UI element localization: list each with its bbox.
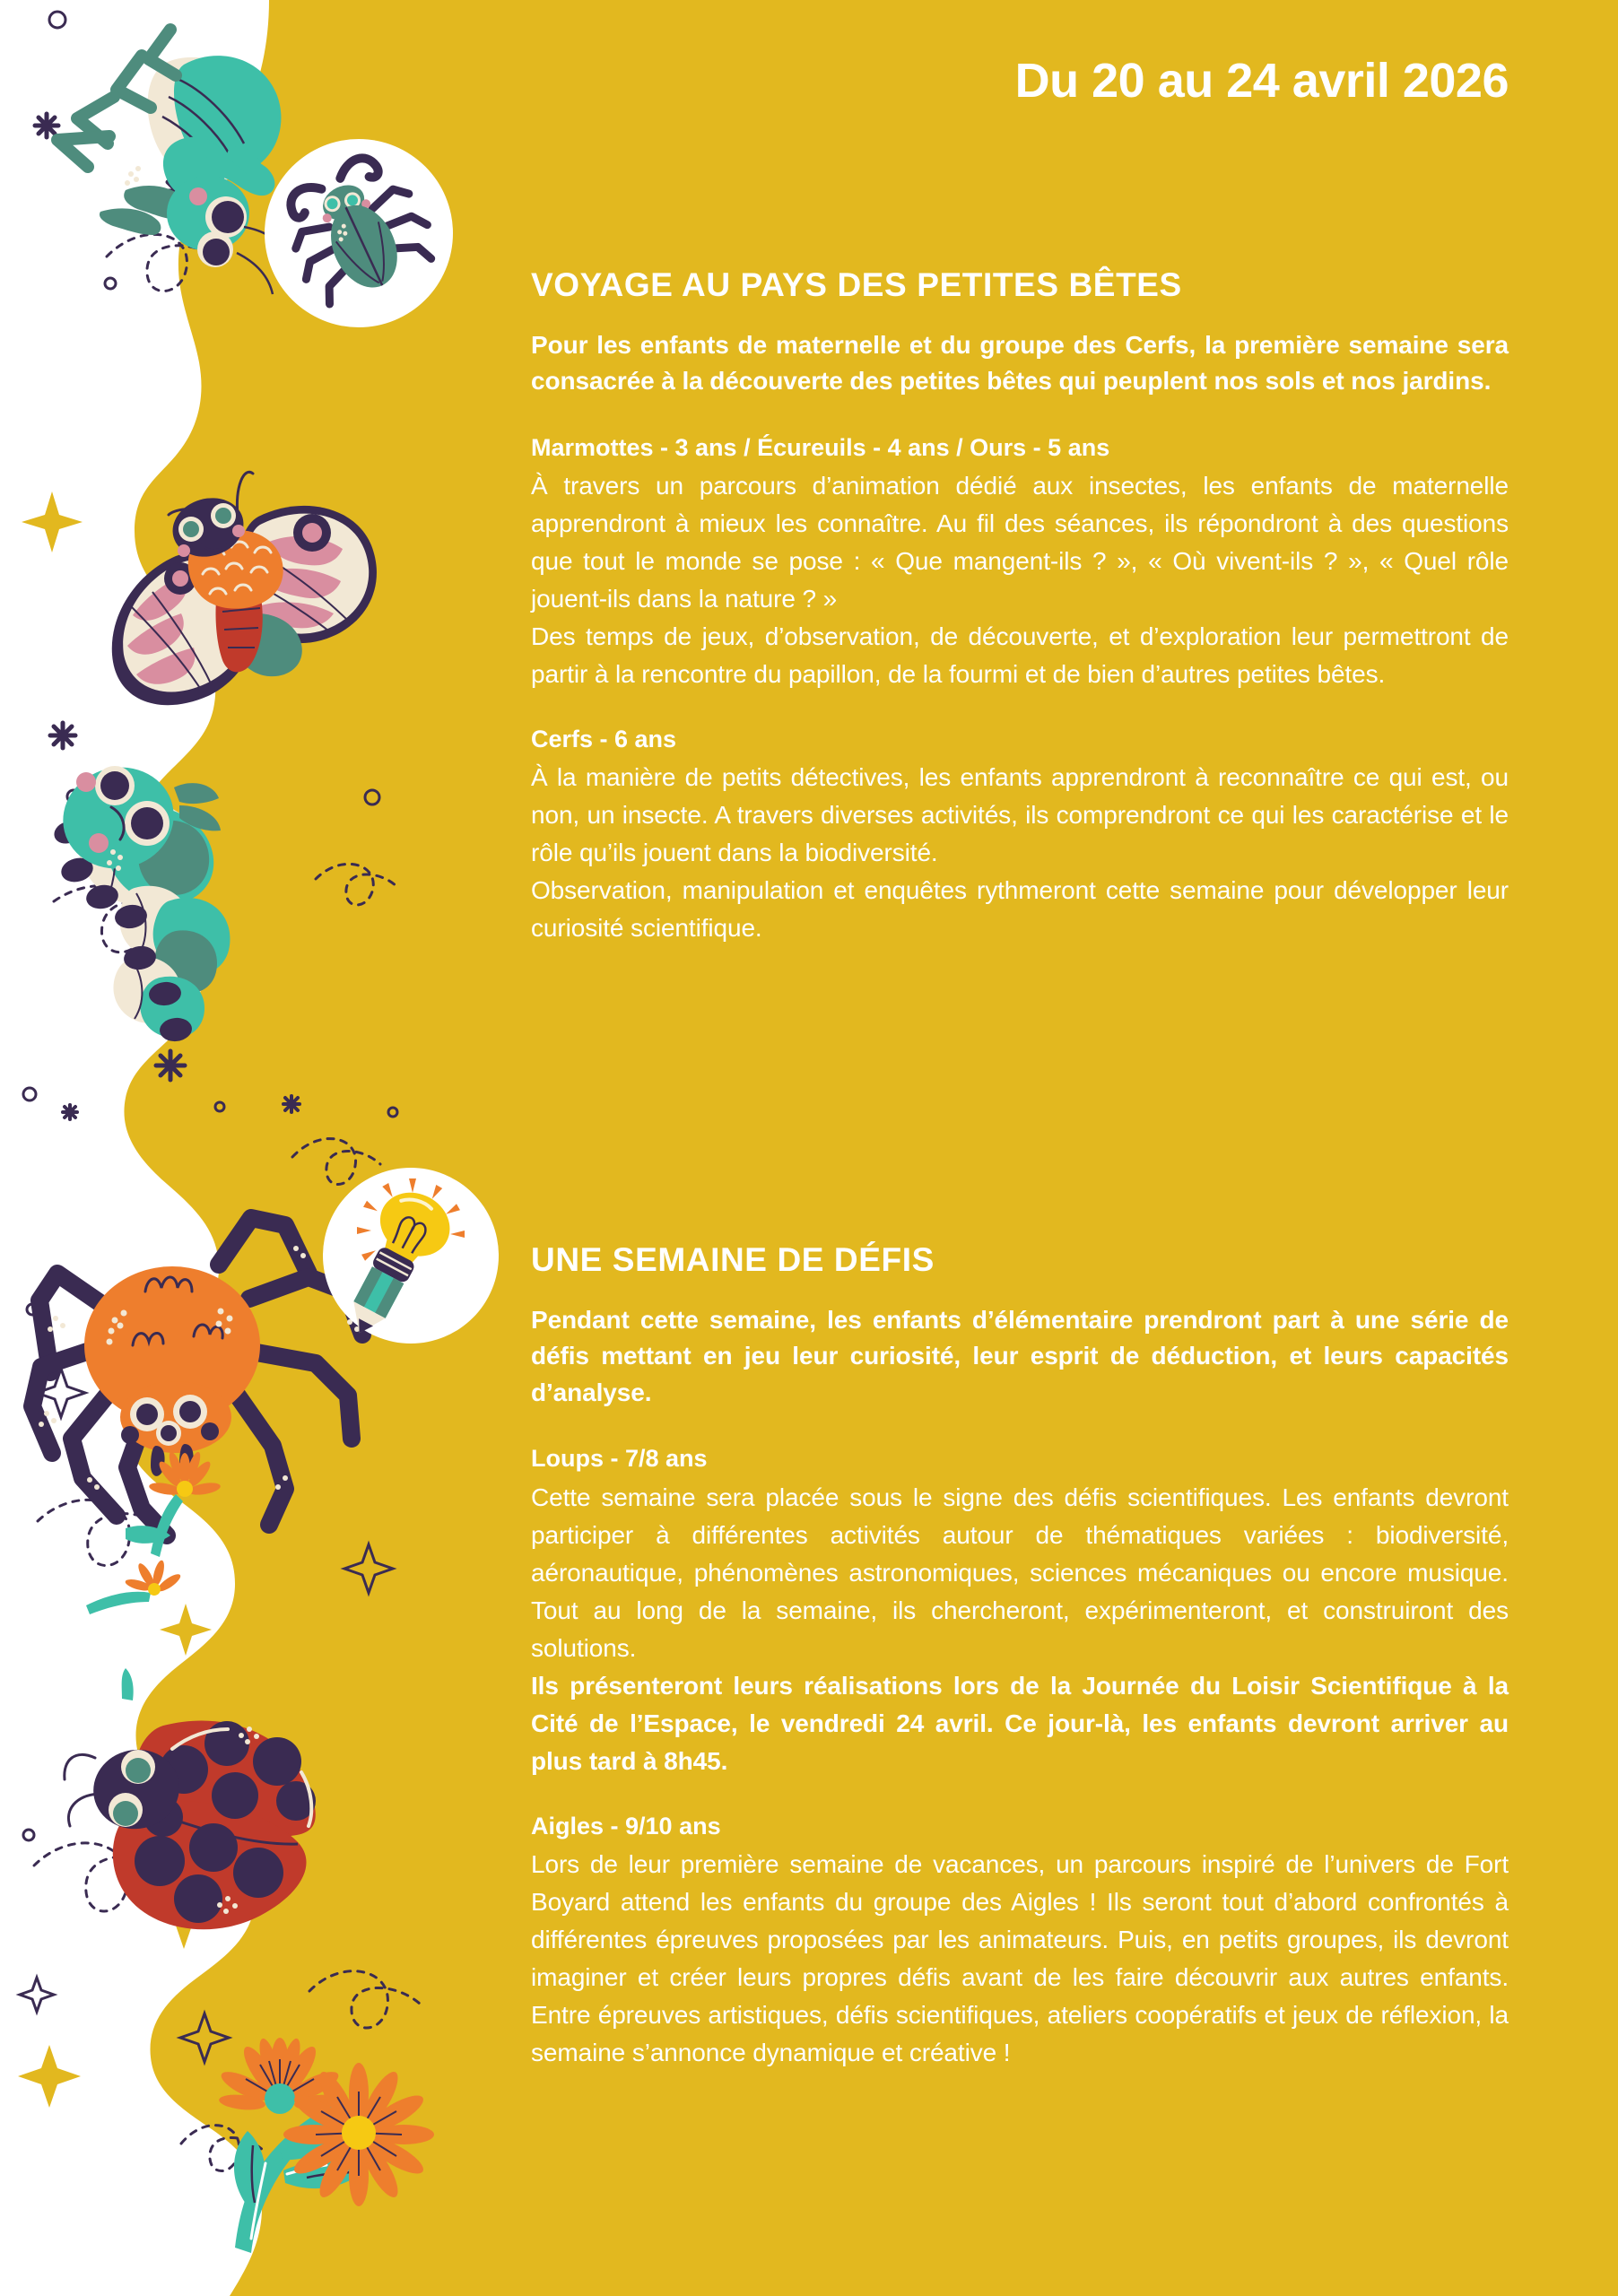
illustration-layer	[0, 0, 556, 2296]
group-block-aigles	[531, 1811, 1509, 2072]
group-heading: Aigles - 9/10 ans	[531, 1812, 721, 1839]
group-paragraph-highlight: Ils présenteront leurs réalisations lors de la Journée du Loisir Scientifique à la Cité de l’Espace, le vendredi 24 avril. Ce jour-là, les enfants devront arriver au plus tard à 8h45.	[531, 1671, 1509, 1775]
ladybug-illustration	[65, 1668, 316, 1929]
group-block-loups	[531, 1443, 1509, 1779]
group-paragraph: Cette semaine sera placée sous le signe des défis scientifiques. Les enfants devront participer à différentes activités autour de thématiques variées : biodiversité, aéronautique, phénomènes astronomiques, sciences mécaniques ou encore musique. Tout au long de la semaine, ils chercheront, expérimenteront, et construiront des solutions.	[531, 1483, 1509, 1662]
group-block-maternelle	[531, 432, 1509, 693]
section-semaine-de-defis	[531, 1242, 1509, 2072]
section-heading: VOYAGE AU PAYS DES PETITES BÊTES	[531, 266, 1182, 303]
group-paragraph: Observation, manipulation et enquêtes rythmeront cette semaine pour développer leur curiosité scientifique.	[531, 876, 1509, 943]
wavy-white-background	[0, 0, 556, 2296]
orange-flowers-illustration-small	[86, 1450, 222, 1614]
group-paragraph: À travers un parcours d’animation dédié aux insectes, les enfants de maternelle apprendront à mieux les connaître. Au fil des séances, ils répondront à des questions que tout le monde se pose : « Que mangent-ils ? », « Où vivent-ils ? », « Quel rôle jouent-ils dans la nature ? »	[531, 471, 1509, 613]
section-voyage-petites-betes	[531, 267, 1509, 947]
group-block-cerfs	[531, 724, 1509, 947]
lightbulb-pencil-in-circle-illustration	[323, 1168, 499, 1349]
section-lead-paragraph: Pour les enfants de maternelle et du groupe des Cerfs, la première semaine sera consacrée à la découverte des petites bêtes qui peuplent nos sols et nos jardins.	[531, 330, 1509, 396]
caterpillar-illustration	[51, 756, 231, 1043]
section-heading: UNE SEMAINE DE DÉFIS	[531, 1241, 935, 1278]
section-lead-paragraph: Pendant cette semaine, les enfants d’élémentaire prendront part à une série de défis mettant en jeu leur curiosité, leur esprit de déduction, et leurs capacités d’analyse.	[531, 1305, 1509, 1406]
decor-shapes	[18, 12, 420, 2171]
group-heading: Cerfs - 6 ans	[531, 725, 677, 752]
content-column	[531, 0, 1509, 2296]
group-paragraph: Des temps de jeux, d’observation, de découverte, et d’exploration leur permettront de partir à la rencontre du papillon, de la fourmi et de bien d’autres petites bêtes.	[531, 622, 1509, 688]
spider-illustration	[32, 1218, 362, 1535]
group-paragraph: À la manière de petits détectives, les enfants apprendront à reconnaître ce qui est, ou non, un insecte. A travers diverses activités, ils comprendront ce qui les caractérise et le rôle qu’ils jouent dans la biodiversité.	[531, 763, 1509, 867]
page-title: Du 20 au 24 avril 2026	[1014, 54, 1509, 108]
praying-mantis-illustration	[57, 30, 289, 294]
group-heading: Loups - 7/8 ans	[531, 1445, 708, 1473]
moth-illustration	[112, 472, 377, 705]
stag-beetle-in-circle-illustration	[265, 139, 453, 327]
group-paragraph: Lors de leur première semaine de vacances, un parcours inspiré de l’univers de Fort Boyard attend les enfants du groupe des Aigles ! Ils seront tout d’abord confrontés à différentes épreuves proposées par les animateurs. Puis, en petits groupes, ils devront imaginer et créer leurs propres défis avant de les faire découvrir aux autres enfants. Entre épreuves artistiques, défis scientifiques, ateliers coopératifs et jeux de réflexion, la semaine s’annonce dynamique et créative !	[531, 1849, 1509, 2066]
group-heading: Marmottes - 3 ans / Écureuils - 4 ans / Ours - 5 ans	[531, 433, 1110, 461]
orange-flowers-illustration	[218, 2037, 434, 2253]
